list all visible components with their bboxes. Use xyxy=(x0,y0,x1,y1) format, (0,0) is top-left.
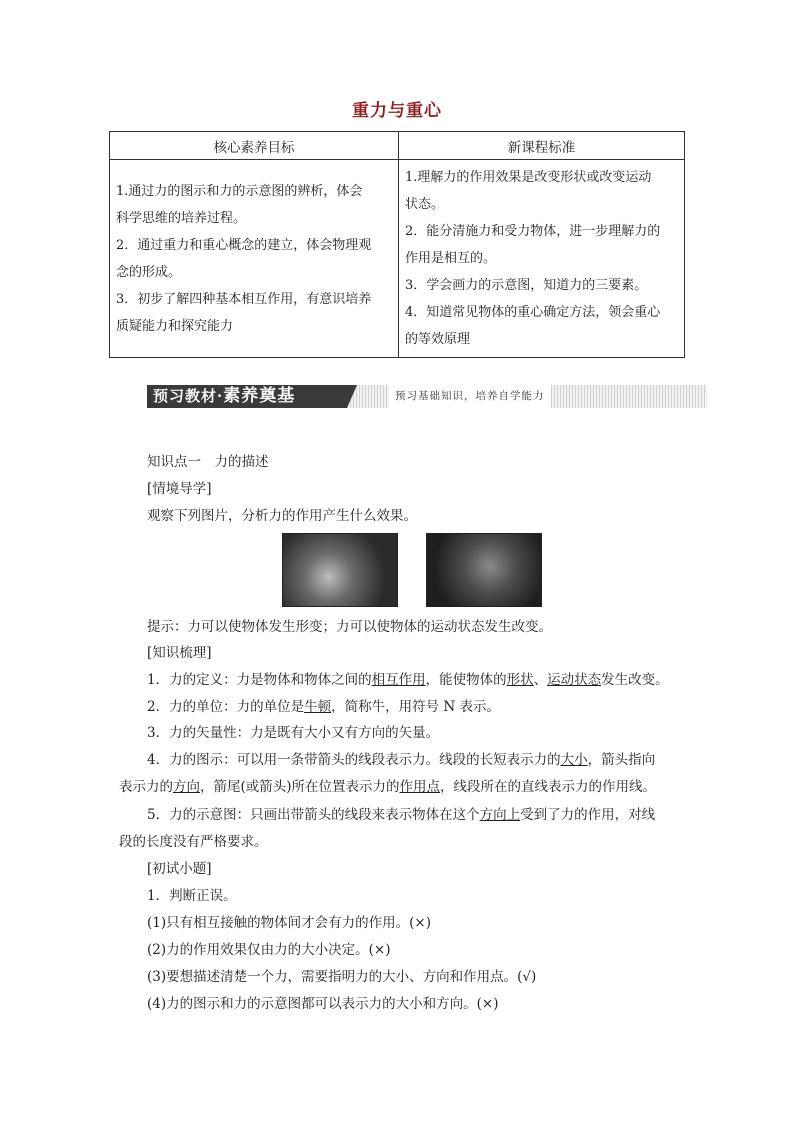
hint-text: 提示：力可以使物体发生形变；力可以使物体的运动状态发生改变。 xyxy=(147,619,552,635)
p1-u3: 运动状态 xyxy=(547,672,602,688)
p4b-a: 表示力的 xyxy=(119,779,173,795)
right-line: 状态。 xyxy=(405,197,445,212)
curriculum-standard-cell xyxy=(399,160,685,358)
point-1 xyxy=(147,670,669,690)
review-tag: [知识梳理] xyxy=(147,645,212,661)
banner-title-a: 预习教材· xyxy=(153,387,224,405)
p4-b: ，箭头指向 xyxy=(587,752,656,768)
point-4 xyxy=(147,750,655,770)
point-5 xyxy=(147,805,655,825)
p1-a: 1．力的定义：力是物体和物体之间的 xyxy=(147,672,372,688)
p5-b: 受到了力的作用，对线 xyxy=(520,807,656,823)
p4b-u2: 作用点 xyxy=(399,779,441,795)
section-heading: 知识点一 力的描述 xyxy=(147,454,269,470)
core-literacy-cell xyxy=(110,160,399,358)
left-line: 念的形成。 xyxy=(116,264,182,280)
p4-u1: 大小 xyxy=(560,752,588,768)
p1-u2: 形状 xyxy=(506,672,534,688)
p2-u1: 牛顿 xyxy=(304,699,332,715)
header-core-literacy: 核心素养目标 xyxy=(110,132,399,160)
point-2 xyxy=(147,697,500,717)
left-line: 科学思维的培养过程。 xyxy=(116,210,247,226)
p4b-u1: 方向 xyxy=(173,779,200,795)
banner-title xyxy=(147,385,347,408)
situation-tag: [情境导学] xyxy=(147,481,212,497)
p5-u1: 方向上 xyxy=(479,807,521,823)
soccer-photo-icon xyxy=(426,533,542,607)
point-3: 3．力的矢量性：力是既有大小又有方向的矢量。 xyxy=(147,725,440,741)
p4b-b: ，箭尾(或箭头)所在位置表示力的 xyxy=(200,779,400,795)
p1-u1: 相互作用 xyxy=(371,672,426,688)
right-line: 1.理解力的作用效果是改变形状或改变运动 xyxy=(405,170,652,185)
quiz-item: (4)力的图示和力的示意图都可以表示力的大小和方向。(×) xyxy=(147,996,499,1012)
quiz-item: (2)力的作用效果仅由力的大小决定。(×) xyxy=(147,942,391,958)
banner-stripes xyxy=(347,385,707,408)
header-curriculum-standard: 新课程标准 xyxy=(399,132,685,160)
left-line: 1.通过力的图示和力的示意图的辨析，体会 xyxy=(116,183,363,199)
left-line: 2．通过重力和重心概念的建立，体会物理观 xyxy=(116,237,372,253)
p1-c: 、 xyxy=(533,672,548,688)
goals-table xyxy=(109,131,685,358)
quiz-question-1: 1．判断正误。 xyxy=(147,888,237,904)
banner-title-b: 素养奠基 xyxy=(223,386,296,406)
point-5-cont: 段的长度没有严格要求。 xyxy=(119,834,268,850)
point-4-cont xyxy=(119,777,656,797)
banner-subtitle: 预习基础知识，培养自学能力 xyxy=(389,385,551,408)
page-title: 重力与重心 xyxy=(352,101,442,121)
p4b-c: ，线段所在的直线表示力的作用线。 xyxy=(440,779,657,795)
p2-b: ，简称牛，用符号 N 表示。 xyxy=(331,699,500,715)
p1-b: ，能使物体的 xyxy=(425,672,507,688)
right-line: 2．能分清施力和受力物体，进一步理解力的 xyxy=(405,224,661,239)
left-line: 3．初步了解四种基本相互作用，有意识培养 xyxy=(116,291,372,307)
p2-a: 2．力的单位：力的单位是 xyxy=(147,699,305,715)
section-banner xyxy=(147,385,707,408)
situation-text: 观察下列图片，分析力的作用产生什么效果。 xyxy=(147,508,417,524)
quiz-item: (3)要想描述清楚一个力，需要指明力的大小、方向和作用点。(√) xyxy=(147,969,537,985)
left-line: 质疑能力和探究能力 xyxy=(116,318,234,334)
banner-edge xyxy=(347,385,357,408)
quiz-tag: [初试小题] xyxy=(147,861,212,877)
p1-d: 发生改变。 xyxy=(601,672,669,688)
right-line: 作用是相互的。 xyxy=(405,251,497,266)
right-line: 4．知道常见物体的重心确定方法，领会重心 xyxy=(405,305,661,320)
quiz-item: (1)只有相互接触的物体间才会有力的作用。(×) xyxy=(147,915,431,931)
p5-a: 5．力的示意图：只画出带箭头的线段来表示物体在这个 xyxy=(147,807,480,823)
right-line: 3．学会画力的示意图，知道力的三要素。 xyxy=(405,278,648,293)
right-line: 的等效原理 xyxy=(405,332,471,347)
p4-a: 4．力的图示：可以用一条带箭头的线段表示力。线段的长短表示力的 xyxy=(147,752,561,768)
pole-vault-photo-icon xyxy=(282,533,398,607)
